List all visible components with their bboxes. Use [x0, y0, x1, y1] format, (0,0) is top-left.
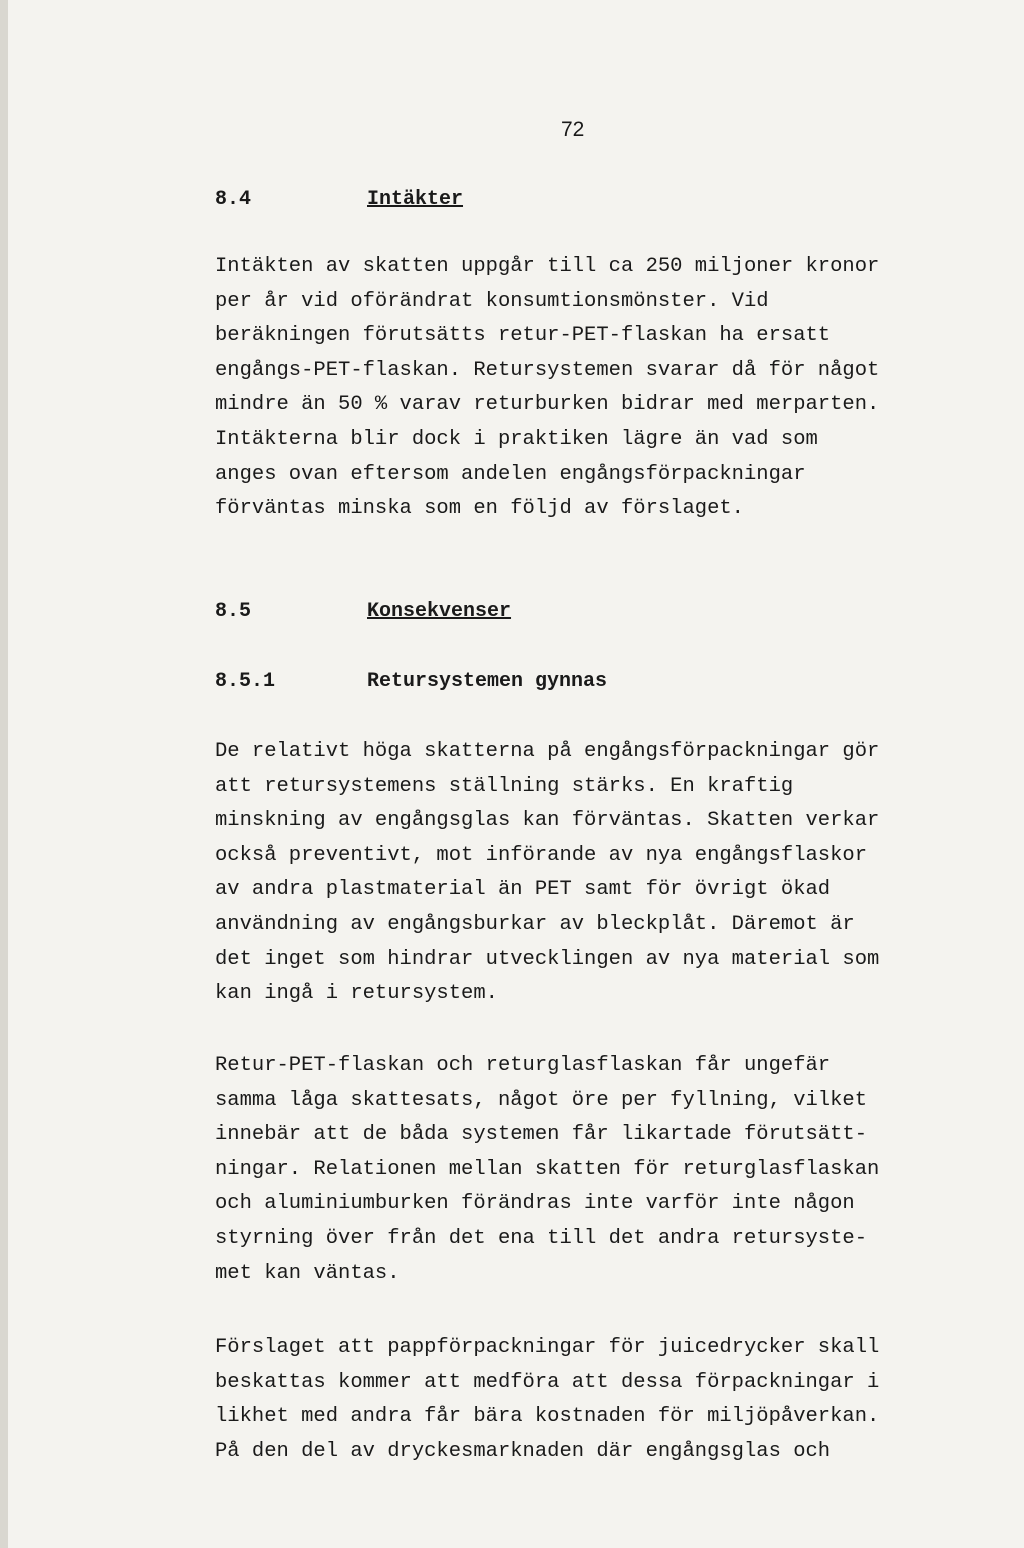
text-line: anges ovan eftersom andelen engångsförpackningar [215, 462, 806, 486]
text-line: att retursystemens ställning stärks. En kraftig [215, 774, 794, 798]
text-line: kan ingå i retursystem. [215, 982, 498, 1006]
text-line: Intäkterna blir dock i praktiken lägre än vad som [215, 427, 818, 451]
section-number: 8.5.1 [215, 670, 276, 693]
section-title: Intäkter [367, 188, 464, 211]
text-line: beräkningen förutsätts retur-PET-flaskan ha ersatt [215, 324, 831, 348]
paragraph-forslaget [215, 1331, 975, 1469]
text-line: engångs-PET-flaskan. Retursystemen svarar då för något [215, 358, 880, 382]
text-line: och aluminiumburken förändras inte varför inte någon [215, 1192, 855, 1216]
text-line: Intäkten av skatten uppgår till ca 250 miljoner kronor [215, 255, 880, 278]
paragraph-intakter [215, 250, 975, 527]
text-line: ningar. Relationen mellan skatten för returglasflaskan [215, 1157, 880, 1181]
page-number: 72 [561, 118, 585, 141]
text-line: innebär att de båda systemen får likartade förutsätt- [215, 1123, 868, 1147]
text-line: minskning av engångsglas kan förväntas. Skatten verkar [215, 809, 880, 833]
text-line: Retur-PET-flaskan och returglasflaskan får ungefär [215, 1054, 831, 1077]
text-line: met kan väntas. [215, 1261, 400, 1285]
text-line: styrning över från det ena till det andra retursyste- [215, 1226, 868, 1250]
text-line: På den del av dryckesmarknaden där engångsglas och [215, 1439, 831, 1463]
page-edge [0, 0, 8, 1548]
text-line: också preventivt, mot införande av nya engångsflaskor [215, 843, 868, 867]
section-title: Konsekvenser [367, 600, 512, 623]
text-line: det inget som hindrar utvecklingen av nya material som [215, 947, 880, 971]
text-line: förväntas minska som en följd av förslaget. [215, 497, 744, 521]
text-line: samma låga skattesats, något öre per fyllning, vilket [215, 1088, 868, 1112]
text-line: mindre än 50 % varav returburken bidrar med merparten. [215, 393, 880, 417]
section-title: Retursystemen gynnas [367, 670, 608, 693]
text-line: av andra plastmaterial än PET samt för övrigt ökad [215, 878, 831, 902]
text-line: per år vid oförändrat konsumtionsmönster. Vid [215, 289, 769, 313]
text-line: likhet med andra får bära kostnaden för miljöpåverkan. [215, 1405, 880, 1429]
section-number: 8.4 [215, 188, 252, 211]
text-line: användning av engångsburkar av bleckplåt. Däremot är [215, 912, 855, 936]
paragraph-retursystemen [215, 735, 975, 1012]
paragraph-retur-pet [215, 1049, 975, 1291]
text-line: Förslaget att pappförpackningar för juicedrycker skall [215, 1336, 880, 1359]
section-number: 8.5 [215, 600, 252, 623]
text-line: De relativt höga skatterna på engångsförpackningar gör [215, 740, 880, 763]
text-line: beskattas kommer att medföra att dessa förpackningar i [215, 1370, 880, 1394]
